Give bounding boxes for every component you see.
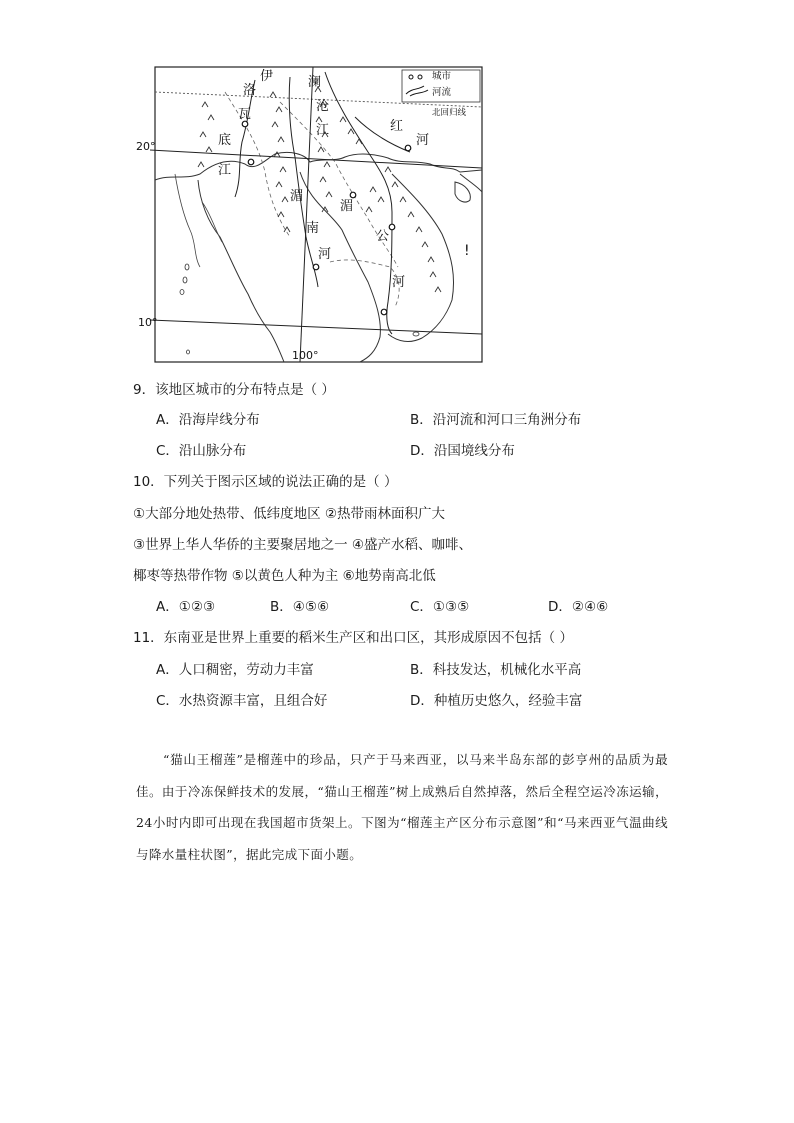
river-label-jiang-a: 江 <box>218 163 232 178</box>
river-label-hong: 红 <box>390 119 404 134</box>
q10-stem: 10．下列关于图示区域的说法正确的是（ ） <box>133 474 398 490</box>
q10-statement-line-3: 椰枣等热带作物 ⑤以黄色人种为主 ⑥地势南高北低 <box>133 568 436 584</box>
river-label-nan: 南 <box>306 221 320 236</box>
q11-option-b: B．科技发达，机械化水平高 <box>410 662 582 678</box>
q9-option-c: C．沿山脉分布 <box>156 443 247 459</box>
river-label-wa: 瓦 <box>238 107 252 122</box>
legend-river-label: 河流 <box>432 87 452 98</box>
q9-option-d: D．沿国境线分布 <box>410 443 515 459</box>
q11-option-a: A．人口稠密，劳动力丰富 <box>156 662 314 678</box>
legend-city-label: 城市 <box>432 71 452 82</box>
river-label-yi: 伊 <box>260 69 274 84</box>
river-label-mei-b: 湄 <box>340 199 354 214</box>
southeast-asia-map <box>130 62 490 368</box>
q9-stem: 9．该地区城市的分布特点是（ ） <box>133 382 335 398</box>
map-exclaim-mark: ! <box>464 243 470 259</box>
river-label-cang: 沧 <box>316 99 330 114</box>
river-label-lan: 澜 <box>308 75 322 90</box>
q10-option-d: D．②④⑥ <box>548 599 609 615</box>
q10-option-a: A．①②③ <box>156 599 216 615</box>
q11-stem: 11．东南亚是世界上重要的稻米生产区和出口区，其形成原因不包括（ ） <box>133 630 573 646</box>
q9-option-b: B．沿河流和河口三角洲分布 <box>410 412 582 428</box>
q10-option-b: B．④⑤⑥ <box>270 599 330 615</box>
river-label-jiang-b: 江 <box>316 123 330 138</box>
durian-passage: “猫山王榴莲”是榴莲中的珍品，只产于马来西亚，以马来半岛东部的彭亨州的品质为最佳。由于冷冻保鲜技术的发展，“猫山王榴莲”树上成熟后自然掉落，然后全程空运冷冻运输，24小时内即可出现在我国超市货架上。下图为“榴莲主产区分布示意图”和“马来西亚气温曲线与降水量柱状图”，据此完成下面小题。 <box>136 752 668 862</box>
river-label-he-c: 河 <box>392 275 406 290</box>
river-label-he-a: 河 <box>416 133 430 148</box>
q11-option-c: C．水热资源丰富，且组合好 <box>156 693 328 709</box>
q10-option-c: C．①③⑤ <box>410 599 470 615</box>
lon-100-label: 100° <box>292 349 319 362</box>
q9-option-a: A．沿海岸线分布 <box>156 412 260 428</box>
legend-tropic-label: 北回归线 <box>432 108 467 118</box>
lat-20-label: 20° <box>136 140 156 153</box>
river-label-di: 底 <box>218 133 232 148</box>
q10-statement-line-2: ③世界上华人华侨的主要聚居地之一 ④盛产水稻、咖啡、 <box>133 537 472 553</box>
q11-option-d: D．种植历史悠久，经验丰富 <box>410 693 583 709</box>
river-label-mei-a: 湄 <box>290 189 304 204</box>
river-label-luo: 洛 <box>243 83 257 98</box>
q10-statement-line-1: ①大部分地处热带、低纬度地区 ②热带雨林面积广大 <box>133 506 445 522</box>
river-label-gong: 公 <box>376 229 390 244</box>
river-label-he-b: 河 <box>318 247 332 262</box>
lat-10-label: 10° <box>138 316 158 329</box>
